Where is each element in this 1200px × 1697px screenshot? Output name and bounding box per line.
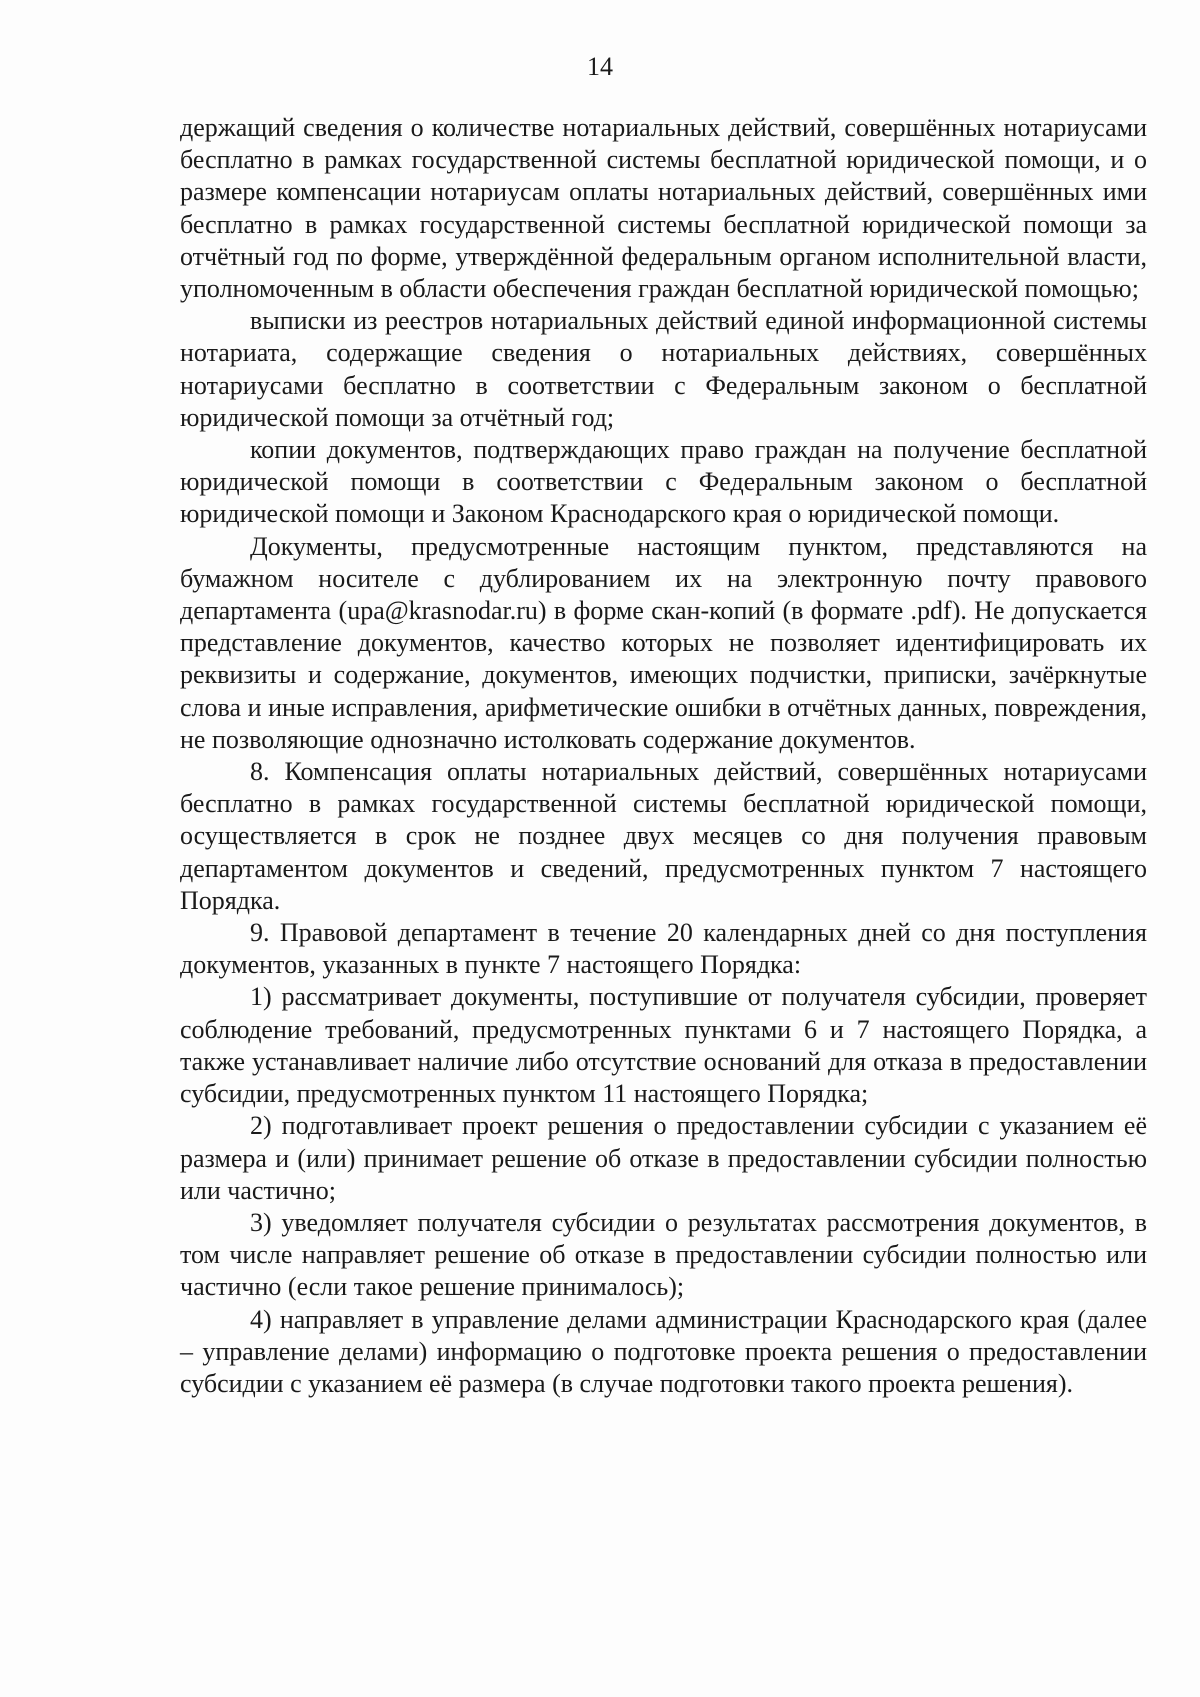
paragraph-submission-requirements: Документы, предусмотренные настоящим пунктом, представляются на бумажном носителе с дублированием их на электронную почту правового департамента (upa@krasnodar.ru) в форме скан-копий (в формате .pdf). Не допускается представление документов, качество которых не позволяет идентифицировать их реквизиты и содержание, документов, имеющих подчистки, приписки, зачёркнутые слова и иные исправления, арифметические ошибки в отчётных данных, повреждения, не позволяющие однозначно истолковать содержание документов.: [180, 531, 1147, 754]
paragraph-subitem-2: 2) подготавливает проект решения о предоставлении субсидии с указанием её размера и (или) принимает решение об отказе в предоставлении субсидии полностью или частично;: [180, 1111, 1147, 1205]
page-number: 14: [587, 52, 613, 81]
paragraph-registry-extracts: выписки из реестров нотариальных действий единой информационной системы нотариата, содержащие сведения о нотариальных действиях, совершённых нотариусами бесплатно в соответствии с Федеральным законом о бесплатной юридической помощи за отчётный год;: [180, 306, 1147, 432]
paragraph-item-8: 8. Компенсация оплаты нотариальных действий, совершённых нотариусами бесплатно в рамках государственной системы бесплатной юридической помощи, осуществляется в срок не позднее двух месяцев со дня получения правовым департаментом документов и сведений, предусмотренных пунктом 7 настоящего Порядка.: [180, 757, 1147, 915]
paragraph-document-copies: копии документов, подтверждающих право граждан на получение бесплатной юридической помощи в соответствии с Федеральным законом о бесплатной юридической помощи и Законом Краснодарского края о юридической помощи.: [180, 435, 1147, 529]
paragraph-item-9: 9. Правовой департамент в течение 20 календарных дней со дня поступления документов, указанных в пункте 7 настоящего Порядка:: [180, 918, 1147, 980]
paragraph-subitem-1: 1) рассматривает документы, поступившие от получателя субсидии, проверяет соблюдение требований, предусмотренных пунктами 6 и 7 настоящего Порядка, а также устанавливает наличие либо отсутствие оснований для отказа в предоставлении субсидии, предусмотренных пунктом 11 настоящего Порядка;: [180, 982, 1147, 1109]
document-body: [180, 112, 1147, 1400]
paragraph-notary-info: держащий сведения о количестве нотариальных действий, совершённых нотариусами бесплатно в рамках государственной системы бесплатной юридической помощи, и о размере компенсации нотариусам оплаты нотариальных действий, совершённых ими бесплатно в рамках государственной системы бесплатной юридической помощи за отчётный год по форме, утверждённой федеральным органом исполнительной власти, уполномоченным в области обеспечения граждан бесплатной юридической помощью;: [180, 113, 1147, 304]
paragraph-subitem-3: 3) уведомляет получателя субсидии о результатах рассмотрения документов, в том числе направляет решение об отказе в предоставлении субсидии полностью или частично (если такое решение принималось);: [180, 1207, 1147, 1302]
paragraph-subitem-4: 4) направляет в управление делами администрации Краснодарского края (далее – управление делами) информацию о подготовке проекта решения о предоставлении субсидии с указанием её размера (в случае подготовки такого проекта решения).: [180, 1304, 1147, 1398]
